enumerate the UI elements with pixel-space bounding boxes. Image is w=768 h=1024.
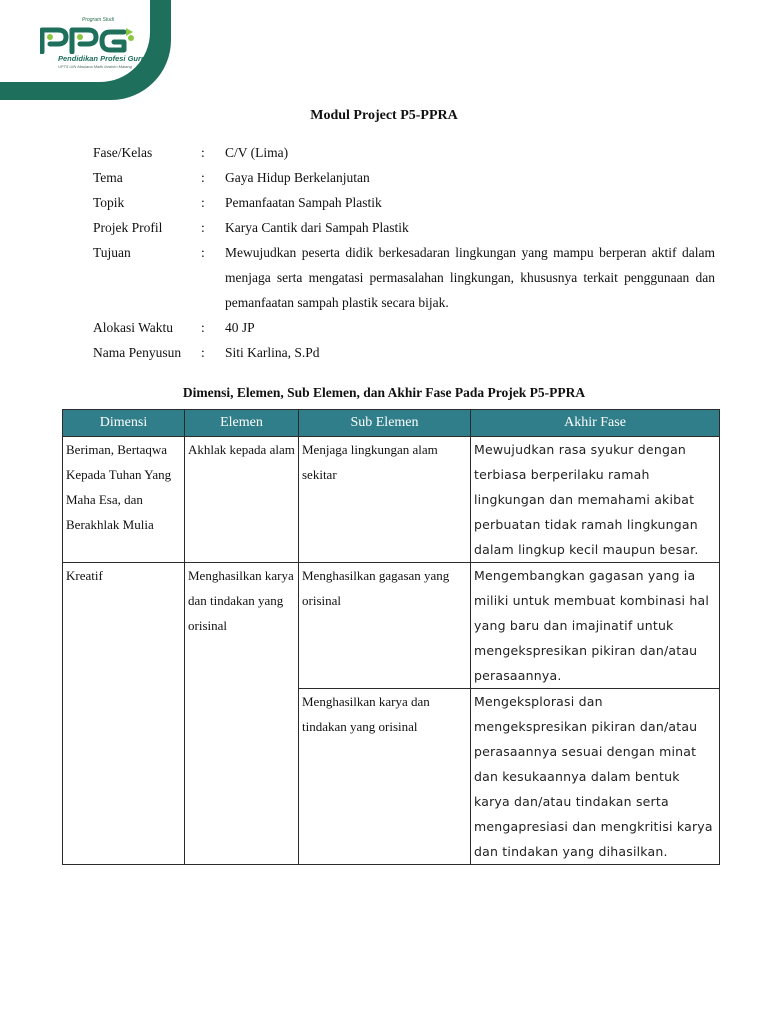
info-colon: :	[201, 195, 205, 210]
info-label: Alokasi Waktu	[93, 320, 174, 335]
info-label: Fase/Kelas	[93, 145, 153, 160]
table-row	[63, 563, 720, 689]
info-label: Projek Profil	[93, 220, 163, 235]
info-colon: :	[201, 170, 205, 185]
cell-sub-elemen: Menjaga lingkungan alam sekitar	[299, 437, 471, 563]
cell-elemen: Akhlak kepada alam	[185, 437, 299, 563]
logo-tagline: Program Studi	[82, 17, 114, 23]
logo-panel	[0, 0, 150, 82]
info-value: Pemanfaatan Sampah Plastik	[225, 195, 382, 210]
cell-akhir-fase: Mengeksplorasi dan mengekspresikan pikiran dan/atau perasaannya sesuai dengan minat dan kesukaannya dalam bentuk karya dan/atau tindakan serta mengapresiasi dan mengkritisi karya dan tindakan yang dihasilkan.	[471, 689, 720, 865]
logo-name: Pendidikan Profesi Guru	[58, 54, 146, 63]
cell-akhir-fase: Mengembangkan gagasan yang ia miliki untuk membuat kombinasi hal yang baru dan imajinatif untuk mengekspresikan pikiran dan/atau perasaannya.	[471, 563, 720, 689]
info-value: Gaya Hidup Berkelanjutan	[225, 170, 370, 185]
column-header-sub-elemen: Sub Elemen	[299, 410, 471, 437]
info-label: Tujuan	[93, 245, 131, 260]
info-value: Karya Cantik dari Sampah Plastik	[225, 220, 409, 235]
cell-elemen: Menghasilkan karya dan tindakan yang orisinal	[185, 563, 299, 865]
module-info	[93, 140, 715, 365]
info-label: Nama Penyusun	[93, 345, 182, 360]
info-row-tujuan	[93, 240, 715, 315]
info-value: C/V (Lima)	[225, 145, 289, 160]
info-row-nama-penyusun	[93, 340, 715, 365]
info-colon: :	[201, 245, 205, 260]
info-colon: :	[201, 345, 205, 360]
info-label: Tema	[93, 170, 123, 185]
info-label: Topik	[93, 195, 125, 210]
info-value: 40 JP	[225, 320, 255, 335]
page-title: Modul Project P5-PPRA	[310, 108, 458, 123]
dimension-table	[62, 409, 720, 865]
cell-sub-elemen: Menghasilkan karya dan tindakan yang orisinal	[299, 689, 471, 865]
info-row-topik	[93, 190, 715, 215]
info-colon: :	[201, 220, 205, 235]
table-header-row	[63, 410, 720, 437]
cell-dimensi: Beriman, Bertaqwa Kepada Tuhan Yang Maha Esa, dan Berakhlak Mulia	[63, 437, 185, 563]
info-value: Mewujudkan peserta didik berkesadaran lingkungan yang mampu berperan aktif dalam menjaga serta mengatasi permasalahan lingkungan, khususnya terkait penggunaan dan pemanfaatan sampah plastik secara bijak.	[225, 245, 715, 310]
column-header-akhir-fase: Akhir Fase	[471, 410, 720, 437]
ppg-logo-icon	[40, 26, 138, 54]
info-row-projek-profil	[93, 215, 715, 240]
info-row-tema	[93, 165, 715, 190]
column-header-dimensi: Dimensi	[63, 410, 185, 437]
info-value: Siti Karlina, S.Pd	[225, 345, 320, 360]
info-row-fase	[93, 140, 715, 165]
cell-akhir-fase: Mewujudkan rasa syukur dengan terbiasa berperilaku ramah lingkungan dan memahami akibat perbuatan tidak ramah lingkungan dalam lingkup kecil maupun besar.	[471, 437, 720, 563]
info-row-alokasi-waktu	[93, 315, 715, 340]
table-row	[63, 437, 720, 563]
column-header-elemen: Elemen	[185, 410, 299, 437]
cell-dimensi: Kreatif	[63, 563, 185, 865]
logo-institution: UPT5 UIN Maulana Malik Ibrahim Malang	[58, 64, 132, 69]
info-colon: :	[201, 145, 205, 160]
cell-sub-elemen: Menghasilkan gagasan yang orisinal	[299, 563, 471, 689]
table-title: Dimensi, Elemen, Sub Elemen, dan Akhir Fase Pada Projek P5-PPRA	[182, 385, 586, 400]
logo-badge	[0, 0, 171, 100]
info-colon: :	[201, 320, 205, 335]
